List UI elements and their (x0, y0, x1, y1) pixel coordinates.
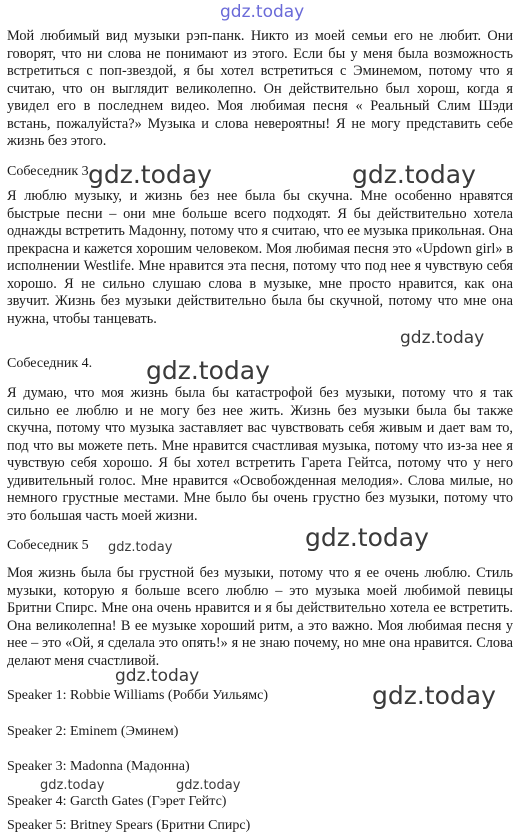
speaker-5-heading: Собеседник 5 (7, 538, 89, 553)
watermark-top: gdz.today (220, 2, 305, 22)
answer-paragraph-3: Я люблю музыку, и жизнь без нее была бы скучна. Мне особенно нравятся быстрые песни – они мне больше всего подходят. Я бы действительно хотела однажды встретить Мадонну, потому что я считаю, что ее музыка прикольная. Она прекрасна и кажется хорошим человеком. Моя любимая песня это «Updown girl» в исполнении Westlife. Мне нравится эта песня, потому что под нее я чувствую себя хорошо. Я не сильно слушаю слова в музыке, мне просто нравится, как она звучит. Жизнь без музыки действительно была бы скучной, потому что мне она нужна, чтобы танцевать. (7, 188, 513, 327)
watermark: gdz.today (108, 540, 173, 555)
watermark: gdz.today (88, 160, 212, 189)
watermark: gdz.today (176, 778, 241, 793)
speaker-answer-3: Speaker 3: Madonna (Мадонна) (7, 759, 190, 774)
speaker-answer-1: Speaker 1: Robbie Williams (Робби Уильямс) (7, 688, 268, 703)
speaker-answer-5: Speaker 5: Britney Spears (Бритни Спирс) (7, 818, 251, 833)
watermark: gdz.today (40, 778, 105, 793)
watermark: gdz.today (115, 666, 200, 686)
speaker-3-heading: Собеседник 3 (7, 164, 89, 179)
speaker-answer-4: Speaker 4: Garcth Gates (Гэрет Гейтс) (7, 794, 227, 809)
watermark: gdz.today (352, 160, 476, 189)
speaker-answer-2: Speaker 2: Eminem (Эминем) (7, 724, 179, 739)
answer-paragraph-5: Моя жизнь была бы грустной без музыки, потому что я ее очень люблю. Стиль музыки, которую я больше всего люблю – это музыка моей любимой певицы Бритни Спирс. Мне она очень нравится и я бы действительно хотела ее встретить. Она великолепна! В ее музыке хороший ритм, а это важно. Моя любимая песня у нее – это «Ой, я сделала это опять!» я не знаю почему, но мне она нравится. Слова делают меня счастливой. (7, 565, 513, 669)
watermark: gdz.today (400, 328, 485, 348)
answer-paragraph-4: Я думаю, что моя жизнь была бы катастрофой без музыки, потому что я так сильно ее люблю и не могу без нее жить. Жизнь без музыки была бы также скучна, потому что музыка заставляет вас чувствовать себя живым и дает вам то, под что вы можете петь. Мне нравится счастливая музыка, потому что из-за нее я чувствую себя хорошо. Я бы хотел встретить Гарета Гейтса, потому что у него удивительный голос. Мне нравится «Освобожденная мелодия». Слова милые, но немного грустные местами. Мне было бы очень грустно без музыки, потому что это большая часть моей жизни. (7, 385, 513, 524)
watermark: gdz.today (372, 681, 496, 710)
watermark: gdz.today (146, 356, 270, 385)
watermark: gdz.today (305, 523, 429, 552)
answer-paragraph-2: Мой любимый вид музыки рэп-панк. Никто из моей семьи его не любит. Они говорят, что ни слова не понимают из этого. Если бы у меня была возможность встретиться с поп-звездой, я бы хотел встретиться с Эминемом, потому что я считаю, что он выглядит великолепно. Он действительно был хорош, когда я увидел его в последнем видео. Моя любимая песня « Реальный Слим Шэди встань, пожалуйста?» Музыка и слова невероятны! Я не могу представить себе жизнь без этого. (7, 28, 513, 149)
speaker-4-heading: Собеседник 4. (7, 356, 93, 371)
